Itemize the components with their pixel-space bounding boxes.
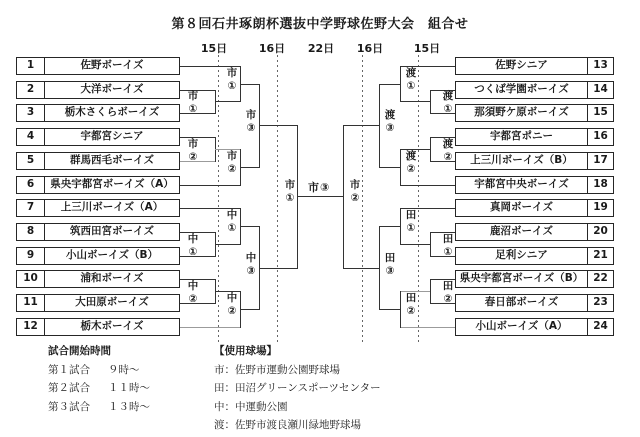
schedule-row: 第１試合 ９時～ xyxy=(48,363,140,376)
bracket-line xyxy=(180,185,240,186)
page-title: 第８回石井琢朗杯選抜中学野球佐野大会 組合せ xyxy=(171,17,469,32)
team-row xyxy=(455,318,614,336)
team-name: 小山ボーイズ（B） xyxy=(66,249,158,261)
team-row xyxy=(16,176,180,194)
team-name: 上三川ボーイズ（A） xyxy=(60,201,164,213)
team-row xyxy=(455,199,614,217)
team-name: 上三川ボーイズ（B） xyxy=(470,154,573,166)
schedule-row: 第２試合 １１時～ xyxy=(48,382,150,394)
match-label-l-r1-4: 中 ② xyxy=(187,280,199,305)
team-name: 群馬西毛ボーイズ xyxy=(70,154,154,166)
bracket-line xyxy=(379,309,400,310)
team-name: 浦和ボーイズ xyxy=(80,272,144,284)
bracket-line xyxy=(343,125,344,269)
bracket-line xyxy=(240,226,259,227)
team-name: 春日部ボーイズ xyxy=(484,296,559,308)
schedule-block xyxy=(48,342,150,416)
team-seed: 9 xyxy=(17,248,45,264)
bracket-line xyxy=(259,125,297,126)
team-row xyxy=(455,57,614,75)
team-name: 宇都宮ポニー xyxy=(490,130,553,142)
team-name: 佐野ボーイズ xyxy=(80,59,144,71)
bracket-line xyxy=(400,208,401,245)
team-seed: 6 xyxy=(17,177,45,193)
bracket-line xyxy=(343,125,379,126)
date-column-5: 15日 xyxy=(413,42,441,55)
team-row xyxy=(455,294,614,312)
team-name: つくば学園ボーイズ xyxy=(474,83,569,95)
bracket-line xyxy=(430,279,431,304)
team-name: 宇都宮中央ボーイズ xyxy=(474,178,569,190)
team-seed: 16 xyxy=(587,129,613,145)
team-seed: 10 xyxy=(17,271,45,287)
team-name: 県央宇都宮ボーイズ（B） xyxy=(459,272,584,284)
final-match-line xyxy=(297,196,343,197)
bracket-line xyxy=(259,268,297,269)
match-label-l-r1-3: 中 ① xyxy=(187,233,199,258)
bracket-line xyxy=(430,90,431,114)
match-label-l-qf-2: 中 ③ xyxy=(245,252,257,277)
bracket-line xyxy=(215,101,240,102)
team-row xyxy=(16,128,180,146)
team-seed: 21 xyxy=(587,248,613,264)
team-seed: 22 xyxy=(587,271,613,287)
team-seed: 11 xyxy=(17,295,45,311)
team-name: 県央宇都宮ボーイズ（A） xyxy=(50,178,174,190)
match-label-l-r2-4: 中 ② xyxy=(226,292,238,317)
venue-row: 中：中運動公園 xyxy=(214,400,288,413)
team-seed: 8 xyxy=(17,224,45,240)
team-name: 大洋ボーイズ xyxy=(80,83,144,95)
date-column-4: 16日 xyxy=(356,42,384,55)
team-name: 宇都宮シニア xyxy=(80,130,144,142)
bracket-line xyxy=(400,149,401,186)
team-seed: 17 xyxy=(587,153,613,169)
date-column-1: 15日 xyxy=(200,42,228,55)
bracket-line xyxy=(240,309,259,310)
team-name: 佐野シニア xyxy=(495,59,548,71)
team-name: 鹿沼ボーイズ xyxy=(490,225,553,237)
team-seed: 5 xyxy=(17,153,45,169)
bracket-line xyxy=(240,167,259,168)
team-name: 大田原ボーイズ xyxy=(75,296,149,308)
team-row xyxy=(455,152,614,170)
team-row xyxy=(16,270,180,288)
bracket-line xyxy=(343,268,379,269)
team-seed: 14 xyxy=(587,82,613,98)
match-label-r-r2-3: 田 ① xyxy=(405,209,417,234)
team-row xyxy=(455,270,614,288)
match-label-l-r1-2: 市 ② xyxy=(187,138,199,163)
team-name: 足利シニア xyxy=(495,249,548,261)
team-seed: 2 xyxy=(17,82,45,98)
schedule-heading: 試合開始時間 xyxy=(48,345,111,357)
schedule-row: 第３試合 １３時～ xyxy=(48,400,150,413)
bracket-line xyxy=(180,327,240,328)
date-column-2: 16日 xyxy=(258,42,286,55)
match-label-semifinal-right: 市 ② xyxy=(349,179,361,204)
bracket-line xyxy=(240,84,259,85)
team-seed: 4 xyxy=(17,129,45,145)
team-seed: 3 xyxy=(17,105,45,121)
bracket-line xyxy=(379,167,400,168)
match-label-l-qf-1: 市 ③ xyxy=(245,109,257,134)
match-label-semifinal-left: 市 ① xyxy=(284,179,296,204)
team-row xyxy=(16,318,180,336)
bracket-line xyxy=(379,226,400,227)
match-label-l-r2-1: 市 ① xyxy=(226,67,238,92)
team-row xyxy=(16,81,180,99)
team-row xyxy=(16,199,180,217)
match-label-l-r2-2: 市 ② xyxy=(226,150,238,175)
team-seed: 7 xyxy=(17,200,45,216)
bracket-line xyxy=(400,291,401,328)
match-label-r-r2-1: 渡 ① xyxy=(405,67,417,92)
bracket-line xyxy=(400,327,455,328)
bracket-line xyxy=(215,90,216,114)
team-row xyxy=(16,247,180,265)
venue-row: 市：佐野市運動公園野球場 xyxy=(214,363,340,376)
bracket-line xyxy=(379,226,380,310)
team-row xyxy=(455,128,614,146)
bracket-line xyxy=(400,185,455,186)
bracket-line xyxy=(379,84,400,85)
match-label-r-qf-2: 田 ③ xyxy=(384,252,396,277)
venue-row: 渡：佐野市渡良瀬川緑地野球場 xyxy=(214,419,361,431)
team-name: 那須野ケ原ボーイズ xyxy=(474,106,569,118)
match-label-final: 市③ xyxy=(308,181,331,194)
match-label-r-r2-4: 田 ② xyxy=(405,292,417,317)
date-separator xyxy=(218,55,219,345)
match-label-l-r1-1: 市 ① xyxy=(187,90,199,115)
bracket-line xyxy=(400,244,430,245)
match-label-r-r1-1: 渡 ① xyxy=(442,90,454,115)
team-row xyxy=(455,104,614,122)
match-label-r-r2-2: 渡 ② xyxy=(405,150,417,175)
team-row xyxy=(455,247,614,265)
team-row xyxy=(455,176,614,194)
team-row xyxy=(455,223,614,241)
team-row xyxy=(16,223,180,241)
bracket-line xyxy=(400,101,430,102)
team-row xyxy=(16,294,180,312)
date-separator xyxy=(277,55,278,345)
team-seed: 15 xyxy=(587,105,613,121)
team-seed: 13 xyxy=(587,58,613,74)
bracket-line xyxy=(379,84,380,168)
bracket-line xyxy=(215,244,240,245)
bracket-line xyxy=(430,232,431,257)
team-seed: 20 xyxy=(587,224,613,240)
bracket-line xyxy=(400,66,401,102)
team-name: 小山ボーイズ（A） xyxy=(475,320,568,332)
match-label-r-r1-3: 田 ① xyxy=(442,233,454,258)
date-column-3: 22日 xyxy=(307,42,335,55)
bracket-line xyxy=(430,137,431,162)
team-row xyxy=(16,152,180,170)
match-label-r-r1-4: 田 ② xyxy=(442,280,454,305)
match-label-r-r1-2: 渡 ② xyxy=(442,138,454,163)
bracket-line xyxy=(259,84,260,168)
team-seed: 12 xyxy=(17,319,45,335)
team-name: 筑西田宮ボーイズ xyxy=(70,225,154,237)
team-seed: 1 xyxy=(17,58,45,74)
team-seed: 19 xyxy=(587,200,613,216)
match-label-l-r2-3: 中 ① xyxy=(226,209,238,234)
team-row xyxy=(16,104,180,122)
team-name: 真岡ボーイズ xyxy=(490,201,553,213)
team-seed: 24 xyxy=(587,319,613,335)
match-label-r-qf-1: 渡 ③ xyxy=(384,109,396,134)
venues-heading: 【使用球場】 xyxy=(214,345,277,357)
team-seed: 23 xyxy=(587,295,613,311)
venues-block xyxy=(214,342,381,435)
team-seed: 18 xyxy=(587,177,613,193)
team-name: 栃木ボーイズ xyxy=(80,320,144,332)
team-name: 栃木さくらボーイズ xyxy=(64,106,160,118)
team-row xyxy=(455,81,614,99)
team-row xyxy=(16,57,180,75)
venue-row: 田：田沼グリーンスポーツセンター xyxy=(214,382,381,394)
